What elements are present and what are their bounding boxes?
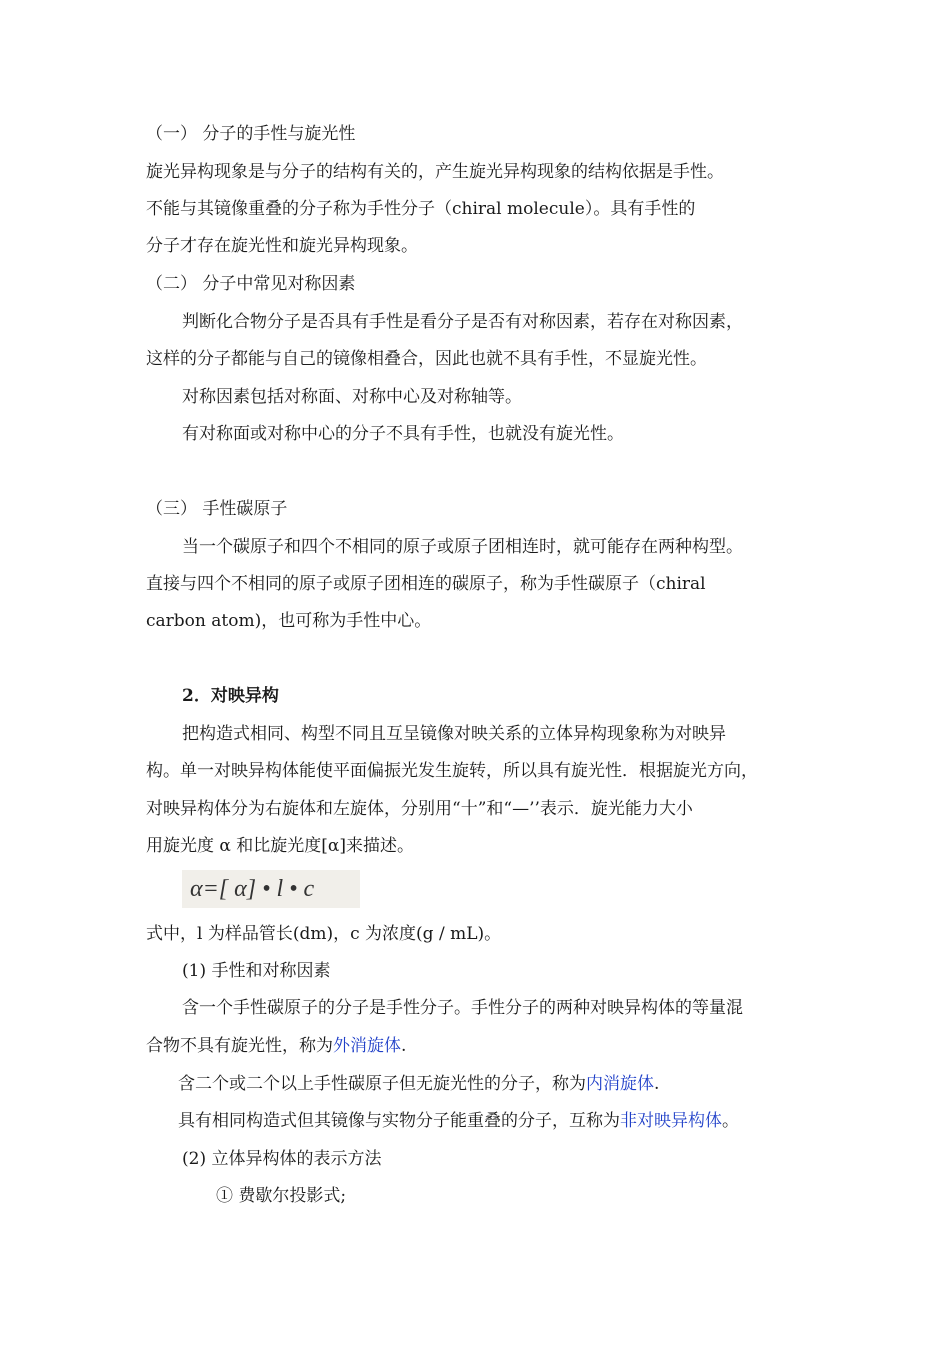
paragraph-line: 对称因素包括对称面、对称中心及对称轴等。 [182, 387, 522, 407]
paragraph-line: 把构造式相同、构型不同且互呈镜像对映关系的立体异构现象称为对映异 [182, 724, 726, 744]
subsection-heading-2: (2) 立体异构体的表示方法 [182, 1149, 382, 1169]
paragraph-line: 不能与其镜像重叠的分子称为手性分子（chiral molecule）。具有手性的 [146, 199, 696, 219]
paragraph-line: 当一个碳原子和四个不相同的原子或原子团相连时，就可能存在两种构型。 [182, 537, 743, 557]
paragraph-line: 这样的分子都能与自己的镜像相叠合，因此也就不具有手性，不显旋光性。 [146, 349, 707, 369]
paragraph-line: carbon atom)，也可称为手性中心。 [146, 611, 432, 631]
paragraph-line: 对映异构体分为右旋体和左旋体，分别用“十”和“—’’表示．旋光能力大小 [146, 799, 693, 819]
section-heading-2: （二） 分子中常见对称因素 [146, 274, 356, 294]
paragraph-line: 有对称面或对称中心的分子不具有手性，也就没有旋光性。 [182, 424, 624, 444]
paragraph-line: 分子才存在旋光性和旋光异构现象。 [146, 236, 418, 256]
link-diastereomer[interactable]: 非对映异构体 [620, 1111, 722, 1131]
list-item: ① 费歇尔投影式; [216, 1186, 347, 1206]
paragraph-line: 直接与四个不相同的原子或原子团相连的碳原子，称为手性碳原子（chiral [146, 574, 706, 594]
link-meso-compound[interactable]: 内消旋体 [586, 1074, 654, 1094]
link-racemate[interactable]: 外消旋体 [333, 1036, 401, 1056]
paragraph-line: 判断化合物分子是否具有手性是看分子是否有对称因素，若存在对称因素， [182, 312, 743, 332]
paragraph-line: 含二个或二个以上手性碳原子但无旋光性的分子，称为内消旋体. [178, 1074, 660, 1094]
section-heading-3: （三） 手性碳原子 [146, 499, 288, 519]
section-heading-1: （一） 分子的手性与旋光性 [146, 124, 356, 144]
paragraph-line: 构。单一对映异构体能使平面偏振光发生旋转，所以具有旋光性．根据旋光方向， [146, 761, 758, 781]
paragraph-line: 具有相同构造式但其镜像与实物分子能重叠的分子，互称为非对映异构体。 [178, 1111, 739, 1131]
paragraph-line: 合物不具有旋光性，称为外消旋体. [146, 1036, 407, 1056]
subsection-heading-1: (1) 手性和对称因素 [182, 961, 331, 981]
paragraph-line: 式中，l 为样品管长(dm)，c 为浓度(g / mL)。 [146, 924, 502, 944]
paragraph-line: 用旋光度 α 和比旋光度[α]来描述。 [146, 836, 415, 856]
paragraph-line: 旋光异构现象是与分子的结构有关的，产生旋光异构现象的结构依据是手性。 [146, 162, 724, 182]
section-heading-enantiomer: 2．对映异构 [182, 686, 279, 706]
optical-rotation-formula: α=[ α] • l • c [182, 870, 360, 908]
paragraph-line: 含一个手性碳原子的分子是手性分子。手性分子的两种对映异构体的等量混 [182, 998, 743, 1018]
